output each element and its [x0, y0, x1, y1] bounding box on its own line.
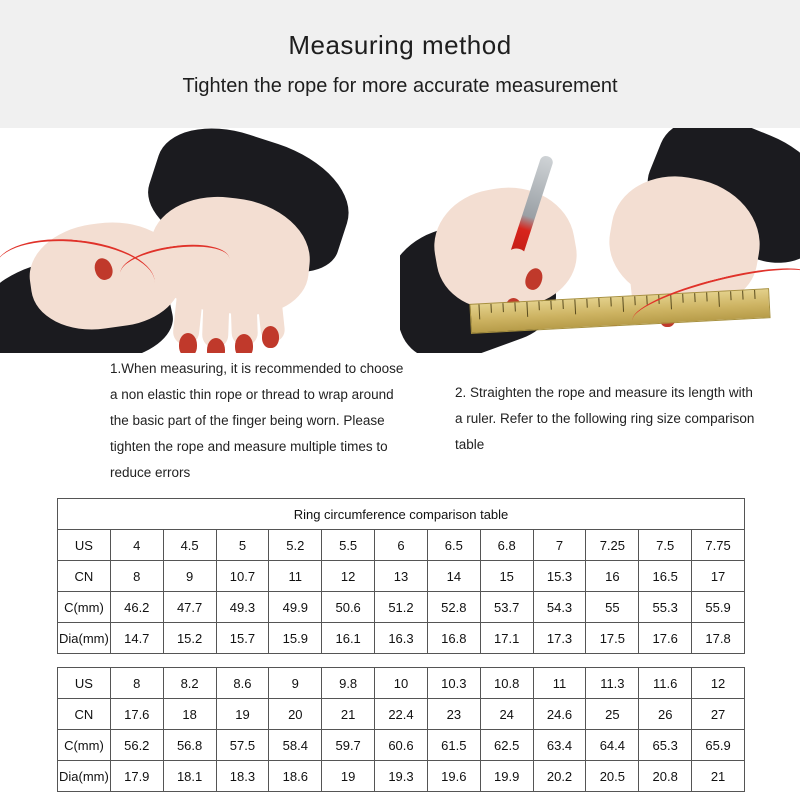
table-cell: 64.4 — [586, 730, 639, 761]
table-row — [58, 730, 745, 761]
table-cell: 11.6 — [639, 668, 692, 699]
table-cell: 12 — [322, 561, 375, 592]
row-label: CN — [58, 699, 111, 730]
table-cell: 7.25 — [586, 530, 639, 561]
table-cell: 9 — [269, 668, 322, 699]
nail-shape — [179, 333, 197, 353]
table-cell: 17.3 — [533, 623, 586, 654]
table-cell: 55 — [586, 592, 639, 623]
table-cell: 21 — [692, 761, 745, 792]
table-cell: 16.8 — [427, 623, 480, 654]
table-cell: 24 — [480, 699, 533, 730]
table-cell: 10.3 — [427, 668, 480, 699]
table-cell: 62.5 — [480, 730, 533, 761]
table-cell: 26 — [639, 699, 692, 730]
table-cell: 8 — [110, 668, 163, 699]
caption-step-2: 2. Straighten the rope and measure its length with a ruler. Refer to the following ring size comparison table — [455, 385, 755, 452]
table-cell: 6 — [375, 530, 428, 561]
table-cell: 22.4 — [375, 699, 428, 730]
table-cell: 13 — [375, 561, 428, 592]
row-label: US — [58, 668, 111, 699]
table-cell: 18 — [163, 699, 216, 730]
table-cell: 20.2 — [533, 761, 586, 792]
table-cell: 4 — [110, 530, 163, 561]
table-cell: 10 — [375, 668, 428, 699]
table-cell: 24.6 — [533, 699, 586, 730]
table-cell: 56.2 — [110, 730, 163, 761]
table-cell: 9 — [163, 561, 216, 592]
table-cell: 19.3 — [375, 761, 428, 792]
row-label: Dia(mm) — [58, 761, 111, 792]
table-spacer-row — [58, 654, 745, 668]
table-cell: 21 — [322, 699, 375, 730]
table-cell: 53.7 — [480, 592, 533, 623]
table-cell: 8.2 — [163, 668, 216, 699]
row-label: CN — [58, 561, 111, 592]
table-cell: 10.7 — [216, 561, 269, 592]
photo-measuring-with-ruler — [400, 128, 800, 353]
table-row — [58, 561, 745, 592]
table-cell: 46.2 — [110, 592, 163, 623]
table-cell: 15.9 — [269, 623, 322, 654]
row-label: Dia(mm) — [58, 623, 111, 654]
table-cell: 17.6 — [110, 699, 163, 730]
illustration-row — [0, 128, 800, 353]
table-cell: 4.5 — [163, 530, 216, 561]
table-cell: 60.6 — [375, 730, 428, 761]
table-cell: 47.7 — [163, 592, 216, 623]
photo-wrapping-rope — [0, 128, 400, 353]
page-title: Measuring method — [288, 30, 512, 60]
table-cell: 7.75 — [692, 530, 745, 561]
table-cell: 17.5 — [586, 623, 639, 654]
table-row — [58, 592, 745, 623]
table-cell: 18.3 — [216, 761, 269, 792]
table-cell: 55.9 — [692, 592, 745, 623]
table-title: Ring circumference comparison table — [58, 499, 745, 530]
table-cell: 8.6 — [216, 668, 269, 699]
table-cell: 16 — [586, 561, 639, 592]
table-cell: 11.3 — [586, 668, 639, 699]
table-cell: 18.1 — [163, 761, 216, 792]
table-cell: 12 — [692, 668, 745, 699]
table-cell: 16.3 — [375, 623, 428, 654]
table-cell: 55.3 — [639, 592, 692, 623]
table-cell: 19 — [216, 699, 269, 730]
table-cell: 23 — [427, 699, 480, 730]
table-cell: 5.5 — [322, 530, 375, 561]
table-cell: 17.6 — [639, 623, 692, 654]
table-cell: 9.8 — [322, 668, 375, 699]
table-cell: 19.9 — [480, 761, 533, 792]
table-cell: 49.3 — [216, 592, 269, 623]
table-cell: 50.6 — [322, 592, 375, 623]
table-cell: 19.6 — [427, 761, 480, 792]
table-cell: 11 — [269, 561, 322, 592]
table-row — [58, 699, 745, 730]
table-row — [58, 623, 745, 654]
nail-shape — [235, 334, 253, 353]
table-row — [58, 668, 745, 699]
table-cell: 19 — [322, 761, 375, 792]
table-cell: 57.5 — [216, 730, 269, 761]
table-cell: 7.5 — [639, 530, 692, 561]
table-cell: 56.8 — [163, 730, 216, 761]
table-cell: 10.8 — [480, 668, 533, 699]
table-cell: 63.4 — [533, 730, 586, 761]
caption-step-1: 1.When measuring, it is recommended to choose a non elastic thin rope or thread to wrap around the basic part of the finger being worn. Please tighten the rope and measure multiple times to reduce errors — [110, 361, 404, 480]
table-cell: 15.7 — [216, 623, 269, 654]
table-cell: 6.5 — [427, 530, 480, 561]
table-cell: 52.8 — [427, 592, 480, 623]
table-cell: 20 — [269, 699, 322, 730]
table-cell: 14.7 — [110, 623, 163, 654]
table-cell: 17.1 — [480, 623, 533, 654]
table-cell: 54.3 — [533, 592, 586, 623]
table-cell: 49.9 — [269, 592, 322, 623]
table-cell: 51.2 — [375, 592, 428, 623]
table-cell: 15 — [480, 561, 533, 592]
table-cell: 25 — [586, 699, 639, 730]
table-cell: 65.3 — [639, 730, 692, 761]
table-cell: 20.8 — [639, 761, 692, 792]
table-cell: 16.5 — [639, 561, 692, 592]
table-cell: 16.1 — [322, 623, 375, 654]
row-label: C(mm) — [58, 730, 111, 761]
table-cell: 65.9 — [692, 730, 745, 761]
table-cell: 61.5 — [427, 730, 480, 761]
table-cell: 17.9 — [110, 761, 163, 792]
table-cell: 58.4 — [269, 730, 322, 761]
table-cell: 17 — [692, 561, 745, 592]
table-cell: 15.3 — [533, 561, 586, 592]
row-label: C(mm) — [58, 592, 111, 623]
table-cell: 27 — [692, 699, 745, 730]
ring-size-table — [57, 498, 745, 792]
table-cell: 11 — [533, 668, 586, 699]
table-cell: 5.2 — [269, 530, 322, 561]
table-cell: 17.8 — [692, 623, 745, 654]
table-cell: 5 — [216, 530, 269, 561]
header-banner — [0, 0, 800, 128]
table-cell: 8 — [110, 561, 163, 592]
caption-row — [0, 352, 800, 480]
table-title-row — [58, 499, 745, 530]
table-spacer-cell — [58, 654, 745, 668]
table-row — [58, 530, 745, 561]
table-cell: 15.2 — [163, 623, 216, 654]
table-cell: 18.6 — [269, 761, 322, 792]
table-cell: 14 — [427, 561, 480, 592]
row-label: US — [58, 530, 111, 561]
table-cell: 6.8 — [480, 530, 533, 561]
page-subtitle: Tighten the rope for more accurate measurement — [182, 75, 618, 97]
table-row — [58, 761, 745, 792]
table-cell: 20.5 — [586, 761, 639, 792]
table-cell: 59.7 — [322, 730, 375, 761]
size-table-container — [57, 498, 745, 792]
nail-shape — [262, 326, 279, 348]
table-cell: 7 — [533, 530, 586, 561]
